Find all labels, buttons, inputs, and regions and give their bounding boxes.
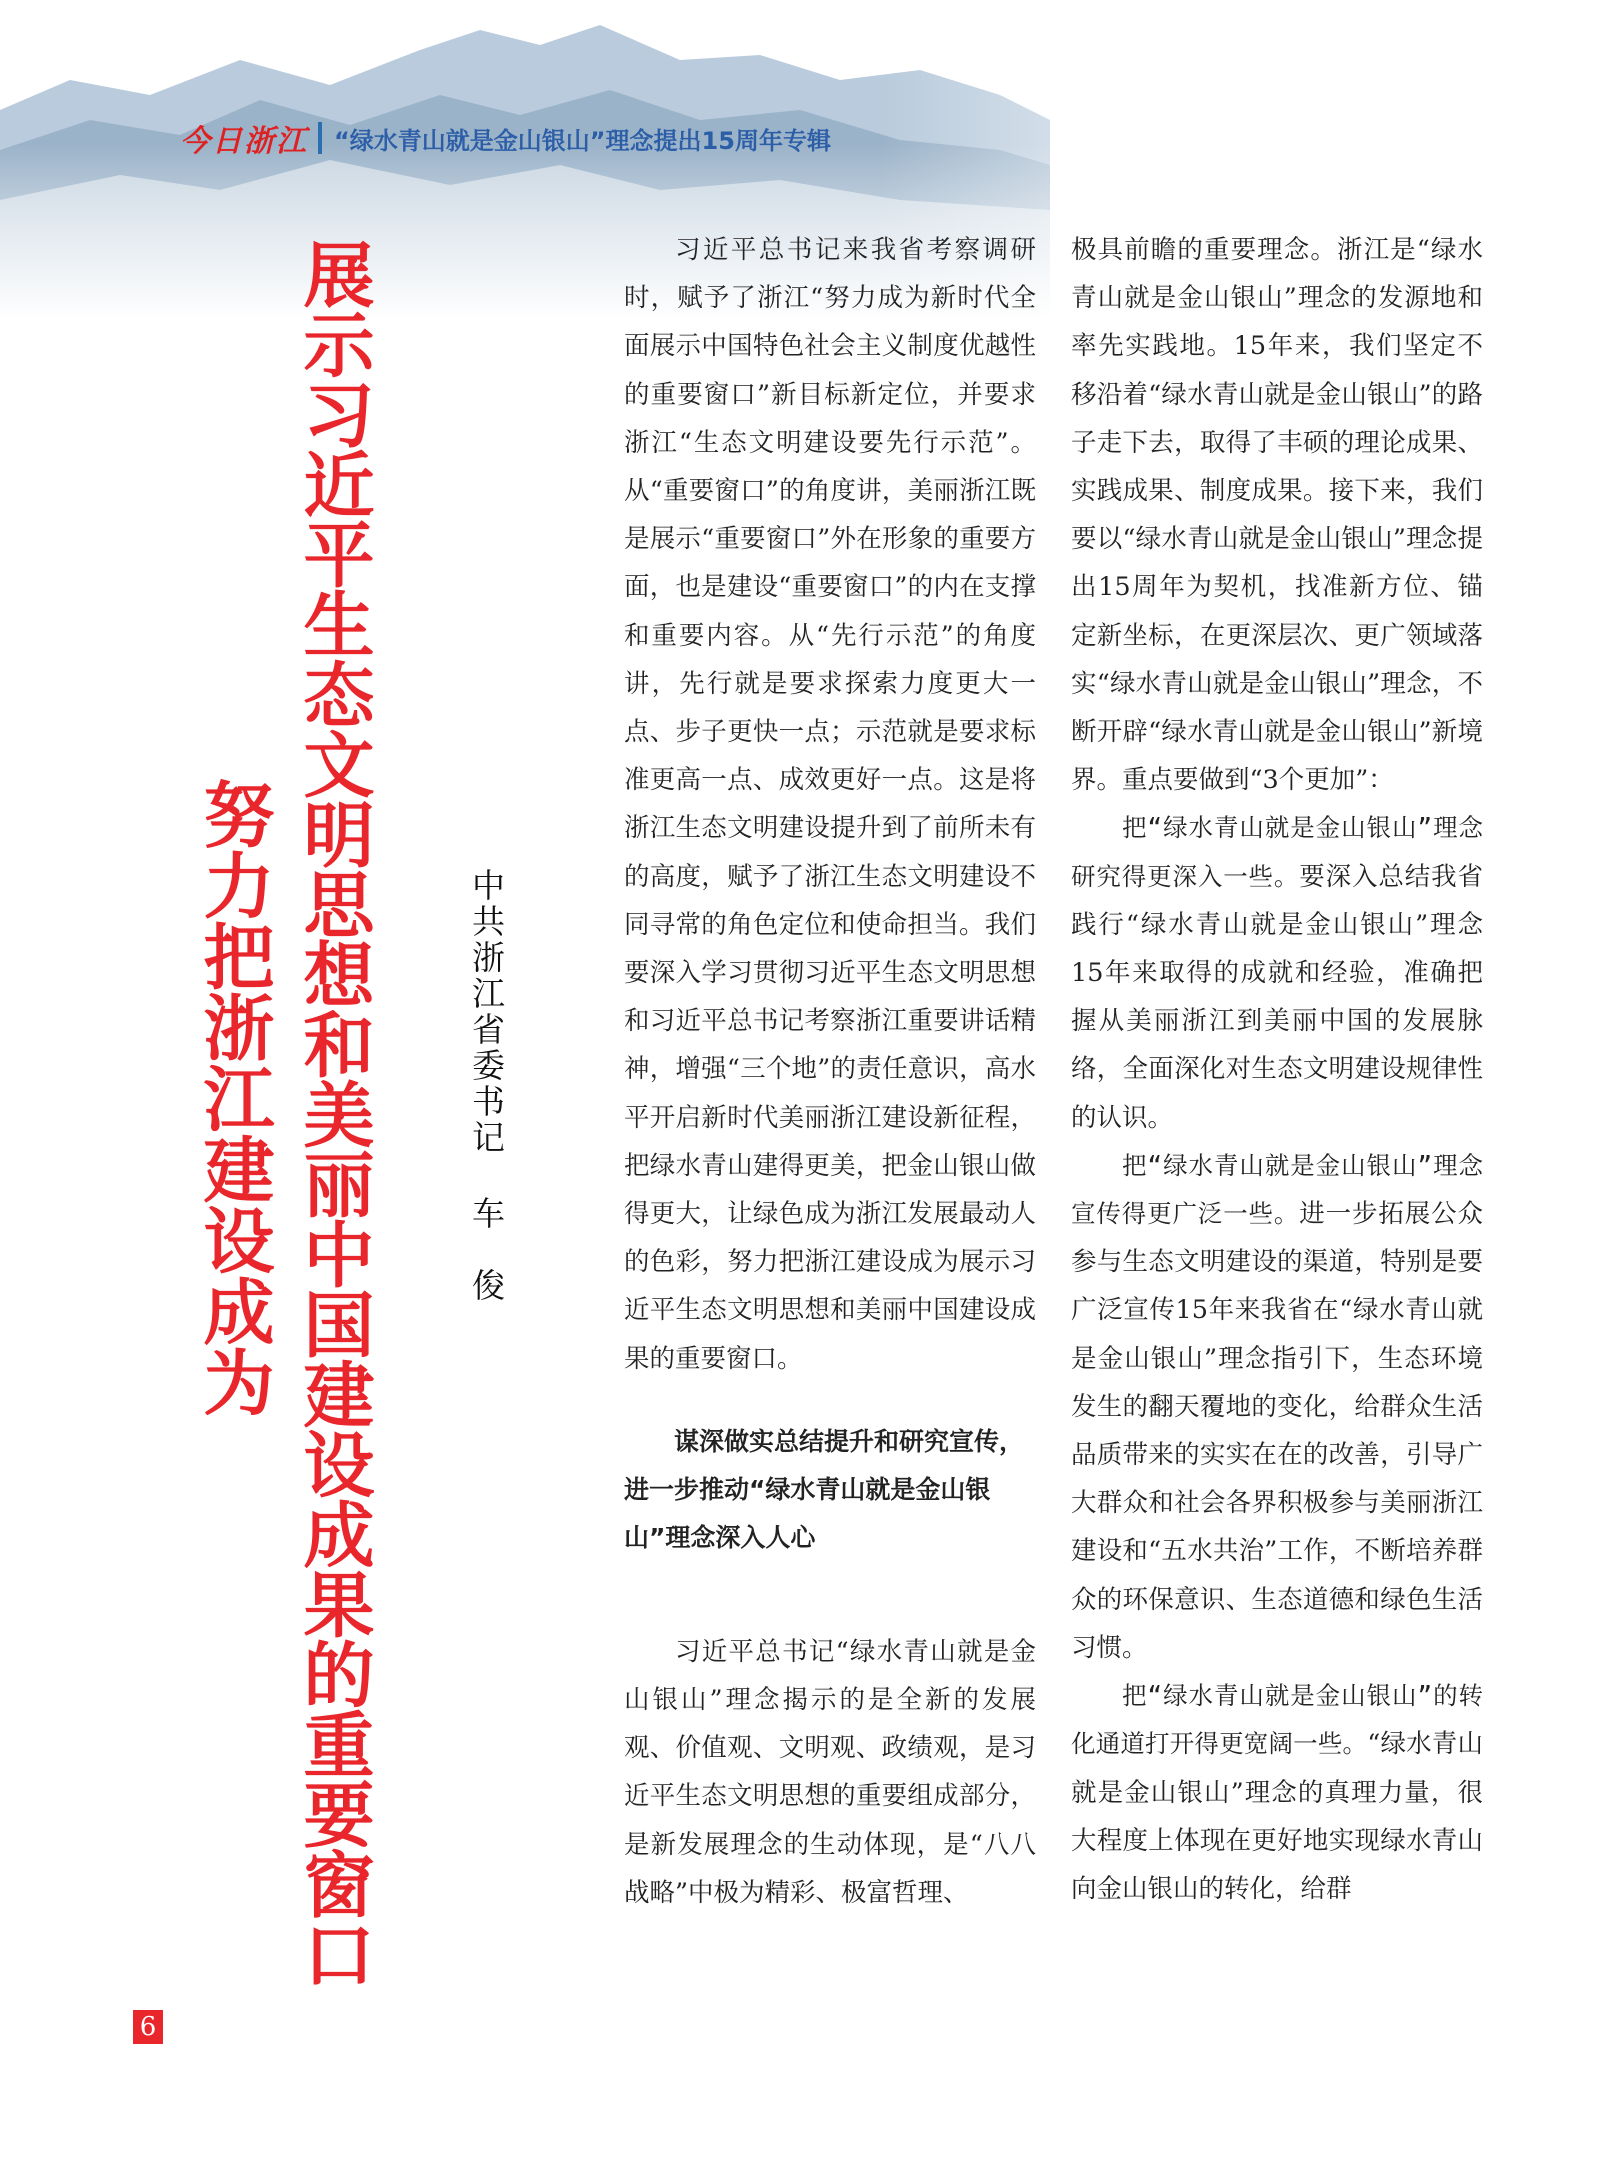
point-paragraph (1071, 1142, 1483, 1672)
point-lead: 把“绿水青山就是金山银山”理念宣传得更广泛一些。 (1071, 1150, 1483, 1229)
article-title-sub: 努力把浙江建设成为 (192, 778, 275, 1417)
body-paragraph: 习近平总书记“绿水青山就是金山银山”理念揭示的是全新的发展观、价值观、文明观、政绩观，是习近平生态文明思想的重要组成部分，是新发展理念的生动体现，是“八八战略”中极为精彩、极富哲理、 (624, 1636, 1036, 1908)
point-paragraph (1071, 804, 1483, 1141)
article-column-2 (1071, 226, 1483, 1913)
page-number: 6 (133, 2010, 163, 2044)
issue-title: “绿水青山就是金山银山”理念提出15周年专辑 (334, 126, 831, 155)
article-title-main: 展示习近平生态文明思想和美丽中国建设成果的重要窗口 (292, 238, 375, 1988)
article-column-1 (624, 226, 1036, 1917)
author-position: 中共浙江省委书记 (467, 868, 506, 1156)
point-body: “绿水青山就是金山银山”理念的真理力量，很大程度上体现在更好地实现绿水青山向金山银山的转化，给群 (1071, 1729, 1483, 1904)
point-body: 进一步拓展公众参与生态文明建设的渠道，特别是要广泛宣传15年来我省在“绿水青山就是金山银山”理念指引下，生态环境发生的翻天覆地的变化，给群众生活品质带来的实实在在的改善，引导广大群众和社会各界积极参与美丽浙江建设和“五水共治”工作，不断培养群众的环保意识、生态道德和绿色生活习惯。 (1071, 1199, 1483, 1663)
author-byline (467, 868, 506, 1304)
point-paragraph (1071, 1672, 1483, 1913)
magazine-brand: 今日浙江 (180, 124, 308, 159)
body-paragraph: 习近平总书记来我省考察调研时，赋予了浙江“努力成为新时代全面展示中国特色社会主义制度优越性的重要窗口”新目标新定位，并要求浙江“生态文明建设要先行示范”。从“重要窗口”的角度讲，美丽浙江既是展示“重要窗口”外在形象的重要方面，也是建设“重要窗口”的内在支撑和重要内容。从“先行示范”的角度讲，先行就是要求探索力度更大一点、步子更快一点；示范就是要求标准更高一点、成效更好一点。这是将浙江生态文明建设提升到了前所未有的高度，赋予了浙江生态文明建设不同寻常的角色定位和使命担当。我们要深入学习贯彻习近平生态文明思想和习近平总书记考察浙江重要讲话精神，增强“三个地”的责任意识，高水平开启新时代美丽浙江建设新征程，把绿水青山建得更美，把金山银山做得更大，让绿色成为浙江发展最动人的色彩，努力把浙江建设成为展示习近平生态文明思想和美丽中国建设成果的重要窗口。 (624, 235, 1036, 1374)
section-subheading: 谋深做实总结提升和研究宣传，进一步推动“绿水青山就是金山银山”理念深入人心 (624, 1426, 1025, 1552)
point-lead: 把“绿水青山就是金山银山”理念研究得更深入一些。 (1071, 813, 1483, 891)
body-paragraph: 极具前瞻的重要理念。浙江是“绿水青山就是金山银山”理念的发源地和率先实践地。15年来，我们坚定不移沿着“绿水青山就是金山银山”的路子走下去，取得了丰硕的理论成果、实践成果、制度成果。接下来，我们要以“绿水青山就是金山银山”理念提出15周年为契机，找准新方位、锚定新坐标，在更深层次、更广领域落实“绿水青山就是金山银山”理念，不断开辟“绿水青山就是金山银山”新境界。重点要做到“3个更加”： (1071, 235, 1483, 796)
point-body: 要深入总结我省践行“绿水青山就是金山银山”理念15年来取得的成就和经验，准确把握从美丽浙江到美丽中国的发展脉络，全面深化对生态文明建设规律性的认识。 (1071, 861, 1483, 1133)
header-divider (318, 122, 322, 154)
point-lead: 把“绿水青山就是金山银山”的转化通道打开得更宽阔一些。 (1071, 1681, 1483, 1759)
author-name: 车 俊 (467, 1196, 506, 1304)
magazine-header (180, 118, 831, 158)
